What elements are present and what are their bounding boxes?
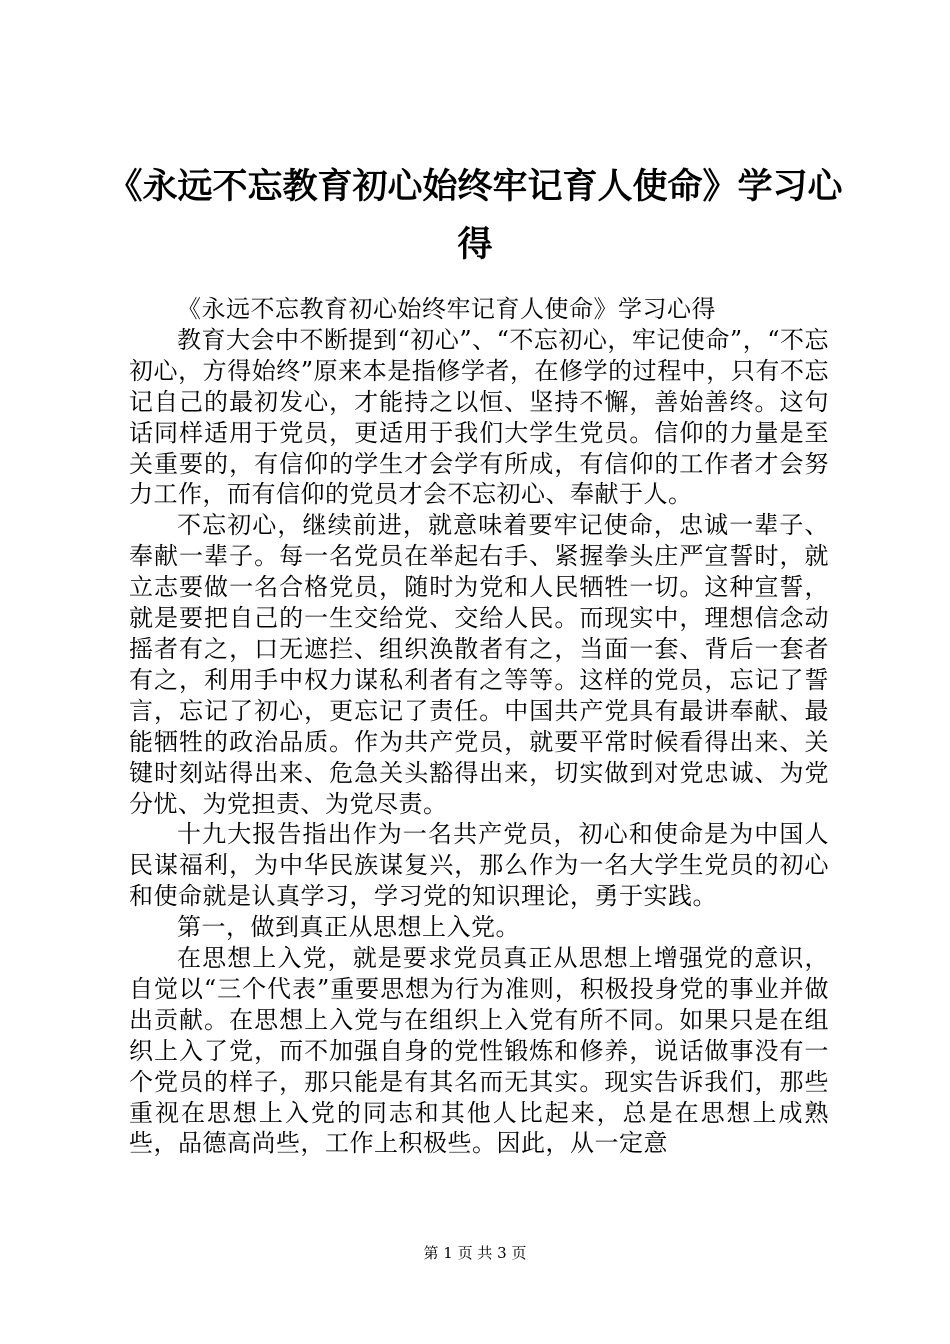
paragraph: 在思想上入党，就是要求党员真正从思想上增强党的意识，自觉以“三个代表”重要思想为行为准则，积极投身党的事业并做出贡献。在思想上入党与在组织上入党有所不同。如果只是在组织上入了党，而不加强自身的党性锻炼和修养，说话做事没有一个党员的样子，那只能是有其名而无其实。现实告诉我们，那些重视在思想上入党的同志和其他人比起来，总是在思想上成熟些，品德高尚些，工作上积极些。因此，从一定意 — [129, 944, 829, 1158]
paragraph-subtitle: 《永远不忘教育初心始终牢记育人使命》学习心得 — [177, 295, 716, 323]
document-title: 《永远不忘教育初心始终牢记育人使命》学习心得 — [107, 167, 843, 265]
page-number-footer: 第 1 页 共 3 页 — [423, 1244, 527, 1262]
paragraph: 第一，做到真正从思想上入党。 — [177, 913, 520, 942]
paragraph: 教育大会中不断提到“初心”、“不忘初心，牢记使命”，“不忘初心，方得始终”原来本是指修学者，在修学的过程中，只有不忘记自己的最初发心，才能持之以恒、坚持不懈，善始善终。这句话同样适用于党员，更适用于我们大学生党员。信仰的力量是至关重要的，有信仰的学生才会学有所成，有信仰的工作者才会努力工作，而有信仰的党员才会不忘初心、奉献于人。 — [129, 325, 829, 509]
paragraph: 十九大报告指出作为一名共产党员，初心和使命是为中国人民谋福利，为中华民族谋复兴，那么作为一名大学生党员的初心和使命就是认真学习，学习党的知识理论，勇于实践。 — [129, 820, 829, 911]
document-body — [129, 294, 829, 1159]
paragraph: 不忘初心，继续前进，就意味着要牢记使命，忠诚一辈子、奉献一辈子。每一名党员在举起右手、紧握拳头庄严宣誓时，就立志要做一名合格党员，随时为党和人民牺牲一切。这种宣誓，就是要把自己的一生交给党、交给人民。而现实中，理想信念动摇者有之，口无遮拦、组织涣散者有之，当面一套、背后一套者有之，利用手中权力谋私利者有之等等。这样的党员，忘记了誓言，忘记了初心，更忘记了责任。中国共产党具有最讲奉献、最能牺牲的政治品质。作为共产党员，就要平常时候看得出来、关键时刻站得出来、危急关头豁得出来，切实做到对党忠诚、为党分忧、为党担责、为党尽责。 — [129, 511, 829, 818]
